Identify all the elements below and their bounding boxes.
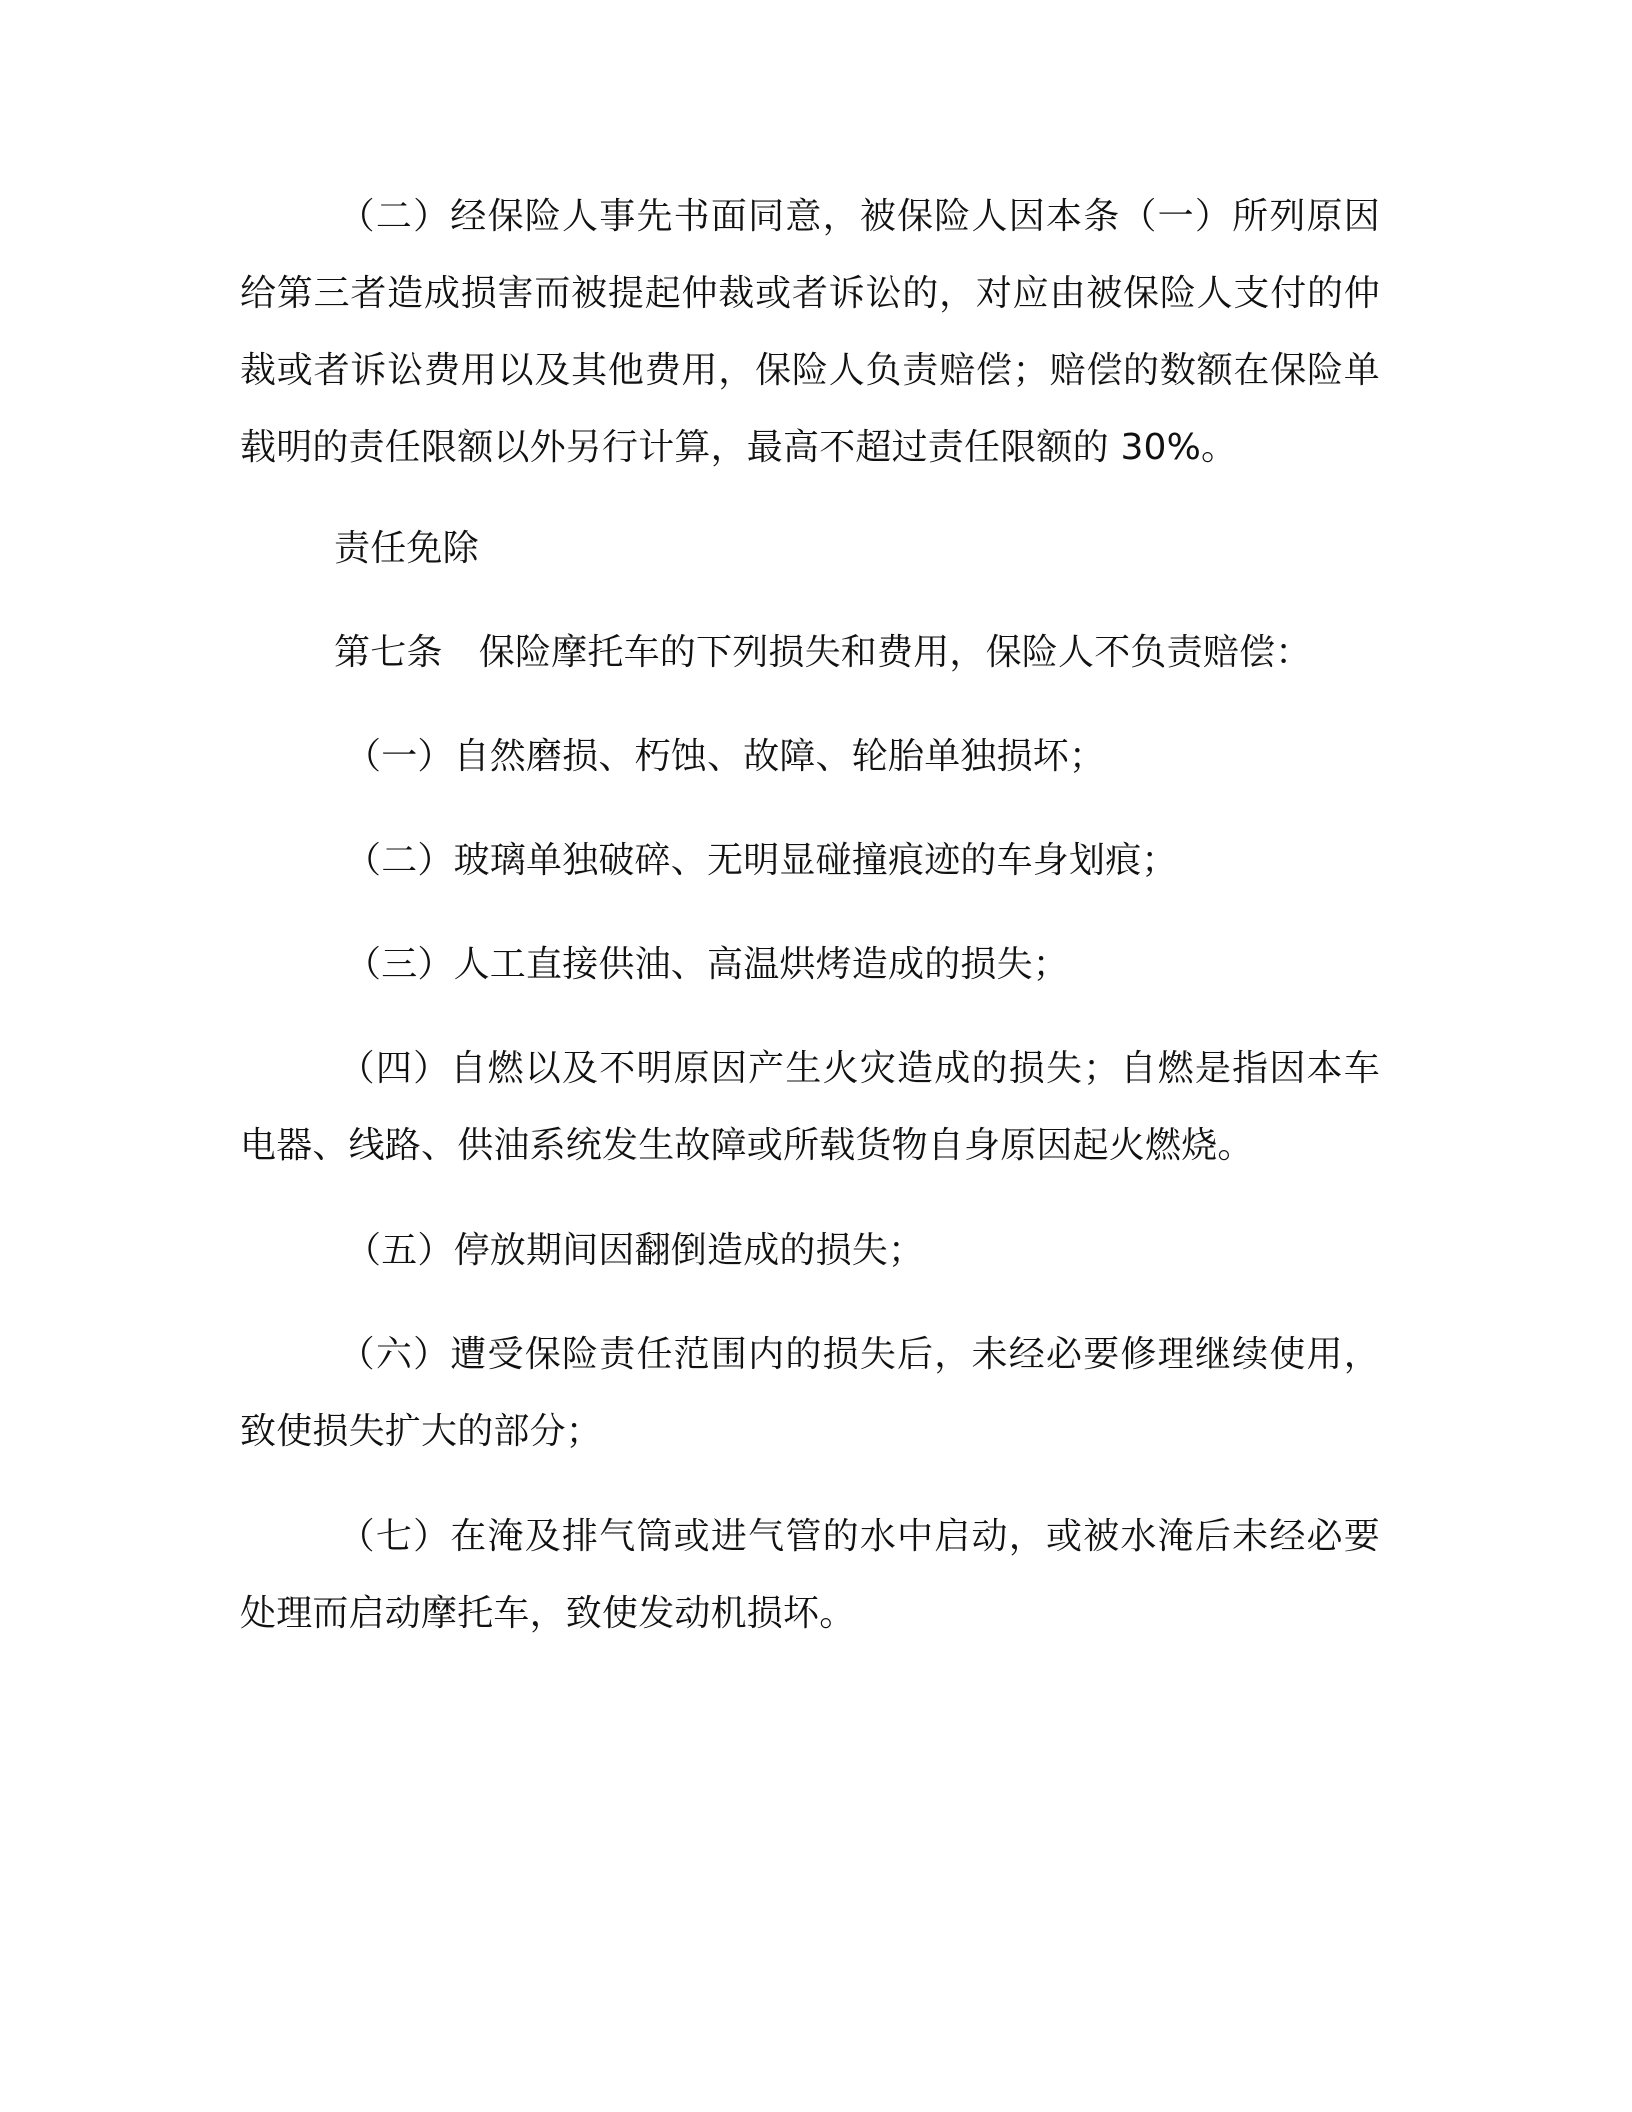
exclusion-item-5: （五）停放期间因翻倒造成的损失； [345,1230,925,1271]
exclusion-item-2: （二）玻璃单独破碎、无明显碰撞痕迹的车身划痕； [345,840,1178,881]
exclusion-item-4: （四）自燃以及不明原因产生火灾造成的损失；自燃是指因本车电器、线路、供油系统发生故障或所载货物自身原因起火燃烧。 [240,1048,1380,1166]
section-heading-exclusions: 责任免除 [334,528,479,569]
paragraph-litigation-costs: （二）经保险人事先书面同意，被保险人因本条（一）所列原因给第三者造成损害而被提起仲裁或者诉讼的，对应由被保险人支付的仲裁或者诉讼费用以及其他费用，保险人负责赔偿；赔偿的数额在保险单载明的责任限额以外另行计算，最高不超过责任限额的 30%。 [240,196,1380,468]
exclusion-item-1: （一）自然磨损、朽蚀、故障、轮胎单独损坏； [345,736,1106,777]
article-seven-intro: 第七条 保险摩托车的下列损失和费用，保险人不负责赔偿： [334,632,1312,673]
exclusion-item-6: （六）遭受保险责任范围内的损失后，未经必要修理继续使用，致使损失扩大的部分； [240,1334,1380,1452]
exclusion-item-7: （七）在淹及排气筒或进气管的水中启动，或被水淹后未经必要处理而启动摩托车，致使发动机损坏。 [240,1516,1380,1634]
exclusion-item-3: （三）人工直接供油、高温烘烤造成的损失； [345,944,1070,985]
